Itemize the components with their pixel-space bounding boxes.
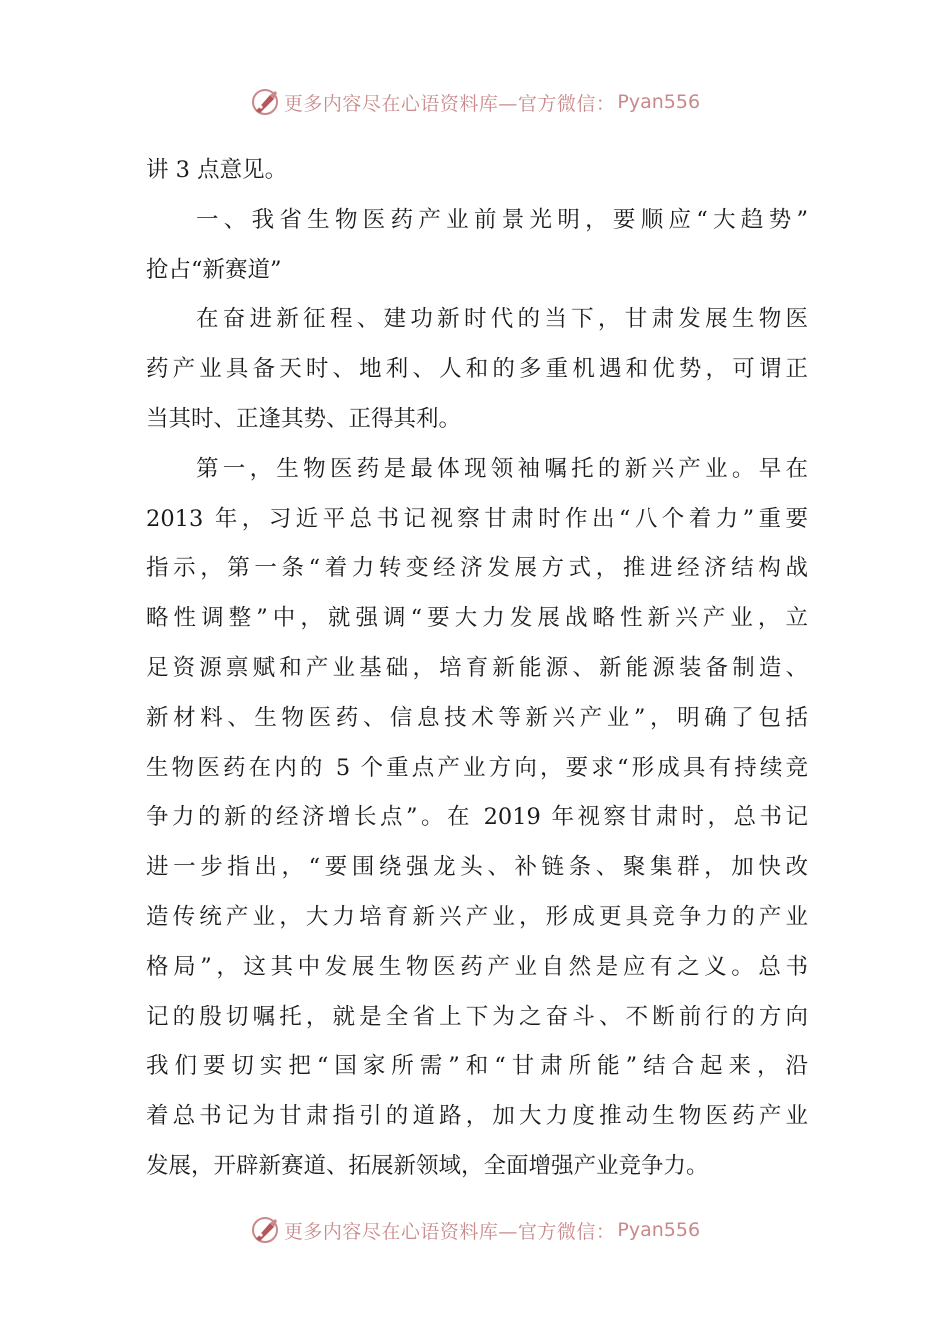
watermark-text: 更多内容尽在心语资料库—官方微信： [283, 92, 616, 115]
header-watermark [0, 82, 950, 122]
watermark-wechat-id: Pyan556 [617, 91, 701, 113]
pen-nib-logo-icon [250, 1215, 280, 1245]
paragraph-line: 略性调整”中，就强调“要大力发展战略性新兴产业，立 [146, 605, 808, 632]
paragraph-line: 在奋进新征程、建功新时代的当下，甘肃发展生物医 [196, 306, 808, 333]
paragraph-line: 发展，开辟新赛道、拓展新领域，全面增强产业竞争力。 [146, 1152, 709, 1179]
section-heading-line: 一、我省生物医药产业前景光明，要顺应“大趋势” [196, 206, 808, 233]
paragraph-line: 我们要切实把“国家所需”和“甘肃所能”结合起来，沿 [146, 1053, 808, 1080]
paragraph-line: 格局”，这其中发展生物医药产业自然是应有之义。总书 [146, 953, 808, 980]
paragraph-line: 当其时、正逢其势、正得其利。 [146, 405, 462, 432]
paragraph-line: 药产业具备天时、地利、人和的多重机遇和优势，可谓正 [146, 356, 808, 383]
footer-watermark [0, 1210, 950, 1250]
watermark-wechat-id: Pyan556 [617, 1219, 701, 1241]
paragraph-line: 进一步指出，“要围绕强龙头、补链条、聚集群，加快改 [146, 854, 808, 881]
watermark-text: 更多内容尽在心语资料库—官方微信： [283, 1220, 616, 1243]
paragraph-line: 指示，第一条“着力转变经济发展方式，推进经济结构战 [146, 555, 808, 582]
paragraph-line: 生物医药在内的 5 个重点产业方向，要求“形成具有持续竞 [146, 754, 808, 781]
document-body [146, 146, 808, 1192]
paragraph-line: 造传统产业，大力培育新兴产业，形成更具竞争力的产业 [146, 903, 808, 930]
paragraph-line: 2013 年，习近平总书记视察甘肃时作出“八个着力”重要 [146, 505, 808, 532]
paragraph-line: 新材料、生物医药、信息技术等新兴产业”，明确了包括 [146, 704, 808, 731]
paragraph-line: 足资源禀赋和产业基础，培育新能源、新能源装备制造、 [146, 654, 808, 681]
paragraph-line: 第一，生物医药是最体现领袖嘱托的新兴产业。早在 [196, 455, 808, 482]
paragraph-line: 讲 3 点意见。 [146, 157, 288, 183]
paragraph-line: 争力的新的经济增长点”。在 2019 年视察甘肃时，总书记 [146, 804, 808, 831]
section-heading-line: 抢占“新赛道” [146, 256, 282, 283]
paragraph-line: 着总书记为甘肃指引的道路，加大力度推动生物医药产业 [146, 1103, 808, 1130]
pen-nib-logo-icon [250, 87, 280, 117]
paragraph-line: 记的殷切嘱托，就是全省上下为之奋斗、不断前行的方向 [146, 1003, 808, 1030]
